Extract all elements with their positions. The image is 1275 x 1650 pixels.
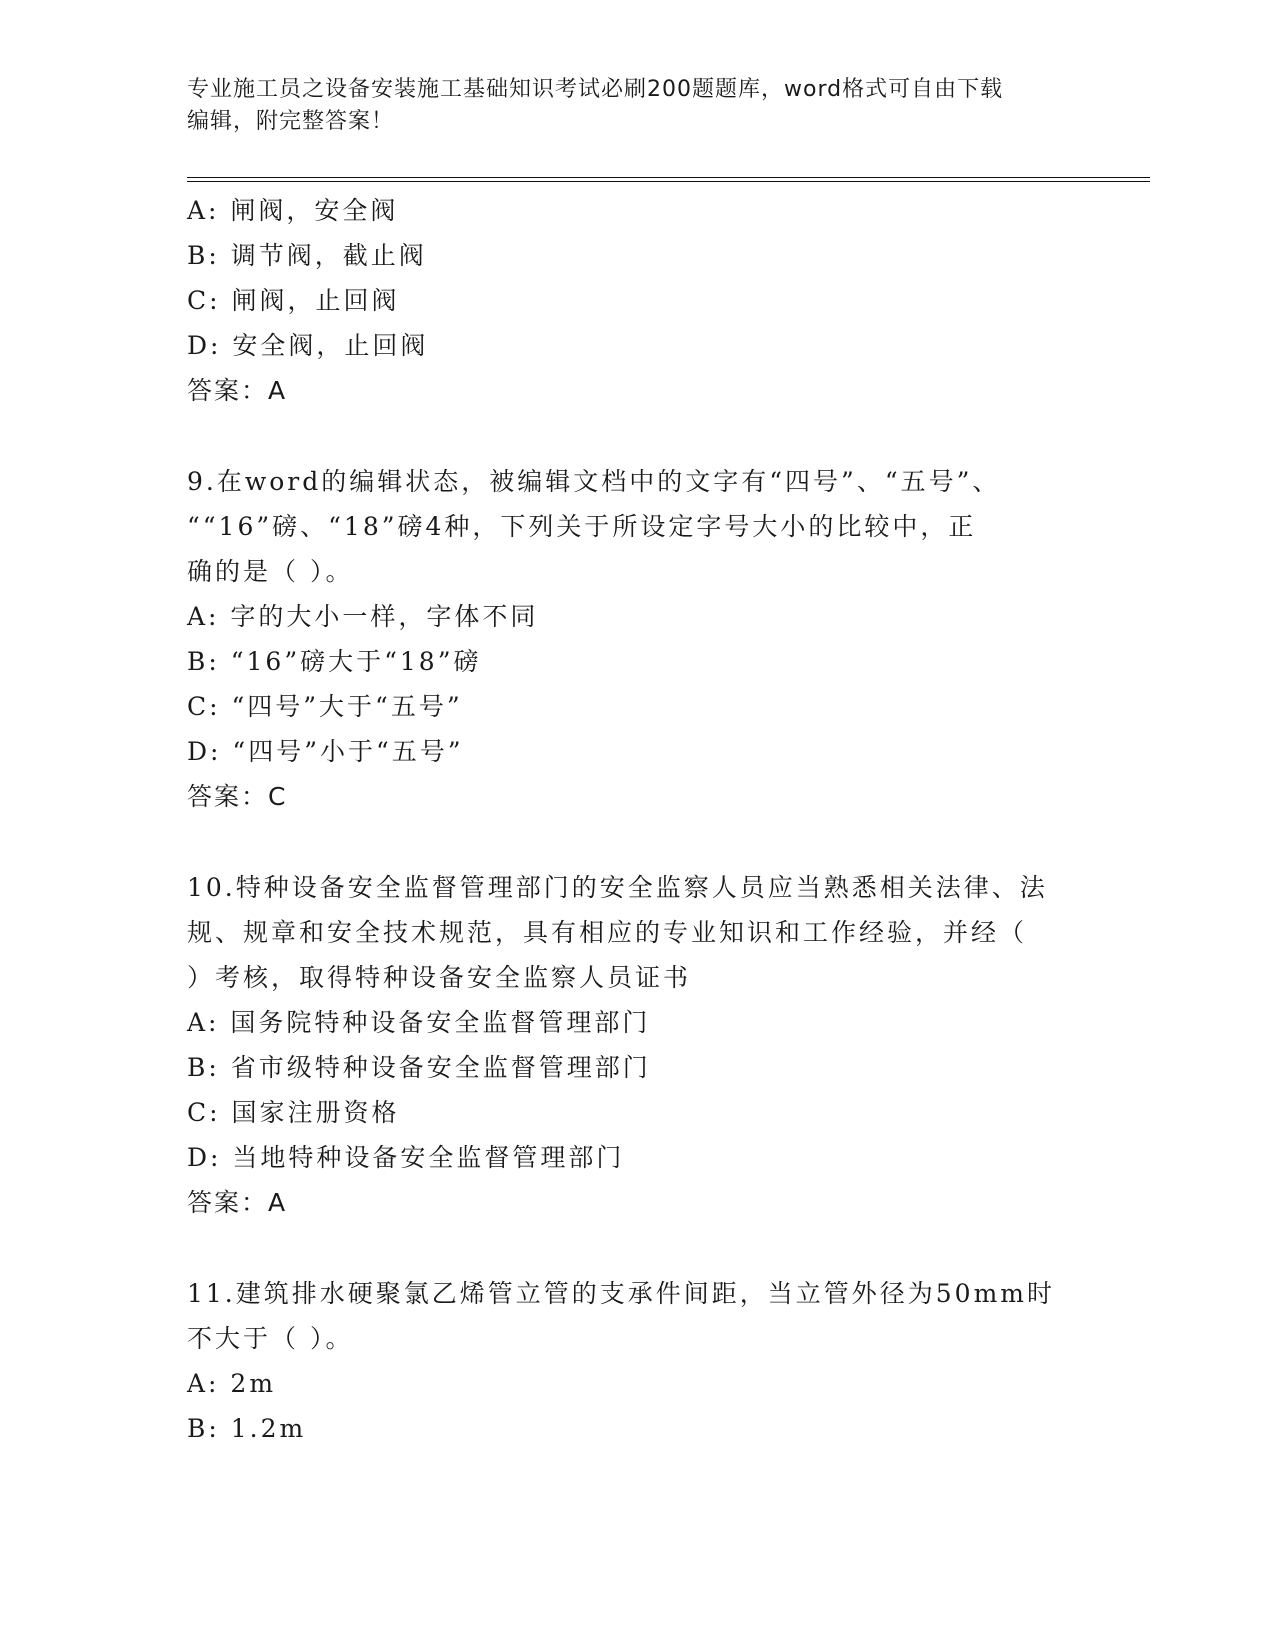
- header-divider-top: [187, 177, 1150, 178]
- question-stem-line: 确的是（ ）。: [187, 557, 354, 586]
- question-9: [187, 459, 1087, 819]
- option-b: B: 调节阀，截止阀: [187, 241, 427, 270]
- option-c: C: 国家注册资格: [187, 1098, 400, 1127]
- question-stem-line: 9.在word的编辑状态，被编辑文档中的文字有“四号”、“五号”、: [187, 467, 1001, 496]
- question-gap: [187, 413, 1087, 459]
- option-c: C: 闸阀，止回阀: [187, 286, 400, 315]
- option-a: A: 2m: [187, 1369, 277, 1398]
- question-gap: [187, 819, 1087, 865]
- question-10: [187, 865, 1087, 1225]
- question-stem-line: 规、规章和安全技术规范，具有相应的专业知识和工作经验，并经（: [187, 918, 1028, 947]
- question-stem-line: 10.特种设备安全监督管理部门的安全监察人员应当熟悉相关法律、法: [187, 873, 1048, 902]
- option-a: A: 国务院特种设备安全监督管理部门: [187, 1008, 651, 1037]
- header-line-1: 专业施工员之设备安装施工基础知识考试必刷200题题库，word格式可自由下载: [187, 77, 1004, 102]
- header-line-2: 编辑，附完整答案！: [187, 109, 395, 134]
- answer-line: 答案：C: [187, 782, 288, 811]
- option-d: D: 安全阀，止回阀: [187, 331, 429, 360]
- option-b: B: “16”磅大于“18”磅: [187, 647, 482, 676]
- question-content: [187, 188, 1087, 1451]
- question-gap: [187, 1225, 1087, 1271]
- option-c: C: “四号”大于“五号”: [187, 692, 463, 721]
- header-divider-bottom: [187, 181, 1150, 182]
- question-stem-line: ““16”磅、“18”磅4种，下列关于所设定字号大小的比较中，正: [187, 512, 977, 541]
- question-stem-line: 不大于（ ）。: [187, 1324, 354, 1353]
- option-a: A: 闸阀，安全阀: [187, 196, 399, 225]
- question-11: [187, 1271, 1087, 1451]
- option-b: B: 1.2m: [187, 1414, 307, 1443]
- question-8: [187, 188, 1087, 413]
- answer-line: 答案：A: [187, 1188, 288, 1217]
- option-d: D: 当地特种设备安全监督管理部门: [187, 1143, 625, 1172]
- option-a: A: 字的大小一样，字体不同: [187, 602, 539, 631]
- option-b: B: 省市级特种设备安全监督管理部门: [187, 1053, 651, 1082]
- question-stem-line: ）考核，取得特种设备安全监察人员证书: [187, 963, 692, 992]
- answer-line: 答案：A: [187, 376, 288, 405]
- question-stem-line: 11.建筑排水硬聚氯乙烯管立管的支承件间距，当立管外径为50mm时: [187, 1279, 1055, 1308]
- option-d: D: “四号”小于“五号”: [187, 737, 464, 766]
- document-header: [187, 74, 1067, 138]
